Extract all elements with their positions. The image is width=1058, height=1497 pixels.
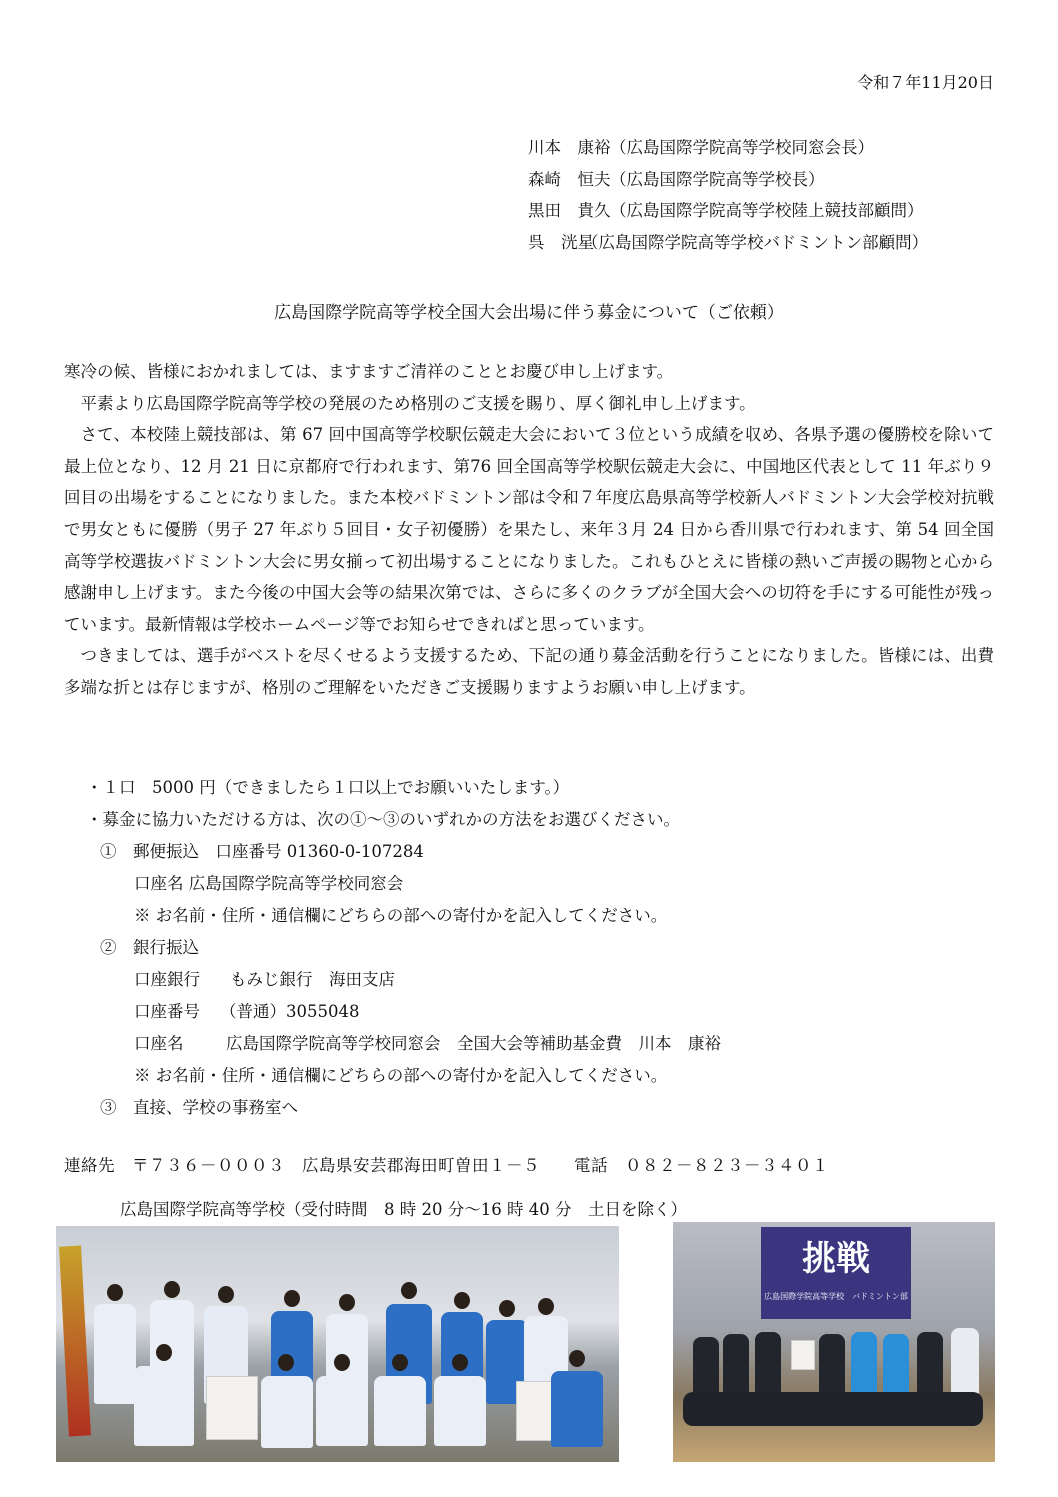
sender-name: 黒田 貴久 <box>528 201 611 220</box>
sender-title: （広島国際学院高等学校長） <box>610 169 825 189</box>
method-bank-note: ※ お名前・住所・通信欄にどちらの部への寄付かを記入してください。 <box>134 1066 668 1085</box>
team-member-head <box>284 1290 300 1307</box>
team-member-head <box>218 1286 234 1303</box>
sender-name: 川本 康裕 <box>528 138 611 157</box>
team-member-head <box>107 1284 123 1301</box>
seated-row <box>683 1392 983 1426</box>
award-certificate <box>516 1381 554 1441</box>
sender-item <box>528 227 928 259</box>
team-member <box>374 1376 426 1446</box>
team-member <box>134 1366 194 1446</box>
team-member-head <box>278 1354 294 1371</box>
team-member-head <box>499 1300 515 1317</box>
method-bank-title: ② 銀行振込 <box>100 938 199 957</box>
sender-list <box>528 132 928 258</box>
badminton-team-photo <box>673 1222 995 1462</box>
team-member <box>94 1304 136 1404</box>
method-postal-note: ※ お名前・住所・通信欄にどちらの部への寄付かを記入してください。 <box>134 906 668 925</box>
team-member-head <box>538 1298 554 1315</box>
sender-title: （広島国際学院高等学校陸上競技部顧問） <box>610 201 924 220</box>
sender-title: （広島国際学院高等学校同窓会長） <box>610 138 874 157</box>
sender-item <box>528 195 928 227</box>
team-banner-text: 挑戦 <box>802 1239 870 1279</box>
bank-number-value: （普通）3055048 <box>220 1002 360 1021</box>
method-direct-title: ③ 直接、学校の事務室へ <box>100 1098 298 1117</box>
team-member <box>551 1371 603 1447</box>
team-member <box>261 1376 313 1448</box>
paragraph-request: つきましては、選手がベストを尽くせるよう支援するため、下記の通り募金活動を行うことになりました。皆様には、出費多端な折とは存じますが、格別のご理解をいただきご支援賜りますようお願い申し上げます。 <box>64 646 994 697</box>
bank-account-name-value: 広島国際学院高等学校同窓会 全国大会等補助基金費 川本 康裕 <box>226 1034 721 1053</box>
method-postal-title: ① 郵便振込 口座番号 01360-0-107284 <box>100 842 424 861</box>
paragraph-announcement: さて、本校陸上競技部は、第 67 回中国高等学校駅伝競走大会において３位という成績を収め、各県予選の優勝校を除いて最上位となり、12 月 21 日に京都府で行われます、第76 回全国高等学校駅伝競走大会に、中国地区代表として 11 年ぶり９回目の出場をすることになりました。また本校バドミントン部は令和７年度広島県高等学校新人バドミントン大会学校対抗戦で男女ともに優勝（男子 27 年ぶり５回目・女子初優勝）を果たし、来年３月 24 日から香川県で行われます、第 54 回全国高等学校選抜バドミントン大会に男女揃って初出場することになりました。これもひとえに皆様の熱いご声援の賜物と心から感謝申し上げます。また今後の中国大会等の結果次第では、さらに多くのクラブが全国大会への切符を手にする可能性が残っています。最新情報は学校ホームページ等でお知らせできればと思っています。 <box>64 425 994 634</box>
sender-name: 呉 洸星 <box>528 232 594 252</box>
bank-number-row <box>64 996 721 1028</box>
team-member-head <box>401 1282 417 1299</box>
bank-name-label: 口座銀行 <box>134 970 200 989</box>
letter-body <box>64 356 994 704</box>
sender-title: （広島国際学院高等学校バドミントン部顧問） <box>582 232 929 252</box>
bank-account-name-row <box>64 1028 721 1060</box>
method-postal-account-name: 口座名 広島国際学院高等学校同窓会 <box>134 874 404 893</box>
donation-methods-intro: ・募金に協力いただける方は、次の①～③のいずれかの方法をお選びください。 <box>86 810 680 829</box>
sender-name: 森崎 恒夫 <box>528 169 611 189</box>
team-banner <box>761 1227 911 1319</box>
bank-name-row <box>64 964 721 996</box>
bank-number-label: 口座番号 <box>134 1002 200 1021</box>
bank-account-name-label: 口座名 <box>134 1034 184 1053</box>
document-title: 広島国際学院高等学校全国大会出場に伴う募金について（ご依頼） <box>274 303 784 323</box>
award-certificate <box>791 1340 815 1370</box>
team-member-head <box>339 1294 355 1311</box>
team-member-head <box>164 1281 180 1298</box>
team-member <box>434 1376 486 1446</box>
paragraph-thanks: 平素より広島国際学院高等学校の発展のため格別のご支援を賜り、厚く御礼申し上げます。 <box>80 393 756 413</box>
sender-item <box>528 132 928 164</box>
sender-item <box>528 164 928 196</box>
paragraph-greeting: 寒冷の候、皆様におかれましては、ますますご清祥のこととお慶び申し上げます。 <box>64 362 674 381</box>
donation-details <box>64 772 721 1124</box>
bank-name-value: もみじ銀行 海田支店 <box>230 970 395 989</box>
team-member-head <box>569 1350 585 1367</box>
team-member-head <box>156 1344 172 1361</box>
pennant-flag <box>59 1246 91 1437</box>
track-team-photo <box>56 1226 619 1462</box>
donation-unit: ・１口 5000 円（できましたら１口以上でお願いいたします。） <box>86 778 570 797</box>
document-date: 令和７年11月20日 <box>857 73 994 92</box>
team-member-head <box>334 1354 350 1371</box>
contact-address: 連絡先 〒７３６－０００３ 広島県安芸郡海田町曽田１－５ 電話 ０８２－８２３－３４０１ <box>64 1156 829 1175</box>
team-member-head <box>452 1354 468 1371</box>
team-member <box>316 1376 368 1446</box>
team-member-head <box>454 1292 470 1309</box>
contact-school-hours: 広島国際学院高等学校（受付時間 8 時 20 分～16 時 40 分 土日を除く） <box>120 1200 687 1219</box>
award-certificate <box>206 1376 258 1440</box>
team-member-head <box>392 1354 408 1371</box>
team-banner-subtext: 広島国際学院高等学校 バドミントン部 <box>764 1292 908 1301</box>
